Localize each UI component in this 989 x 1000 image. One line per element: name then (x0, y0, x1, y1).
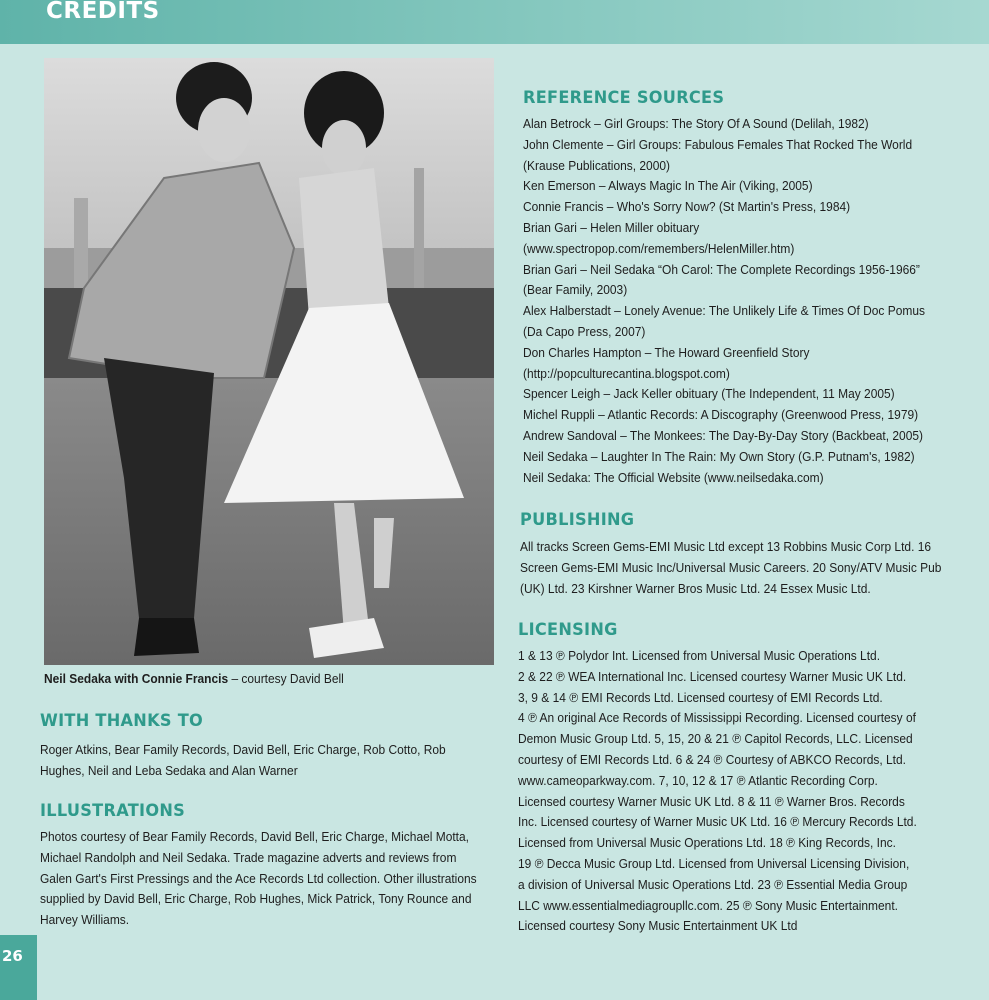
list-item: (Krause Publications, 2000) (523, 157, 671, 173)
photo-neil-sedaka-connie-francis (44, 58, 494, 665)
publishing-heading: PUBLISHING (520, 510, 635, 530)
list-item: Neil Sedaka – Laughter In The Rain: My Own Story (G.P. Putnam's, 1982) (523, 448, 915, 464)
list-item: Alan Betrock – Girl Groups: The Story Of A Sound (Delilah, 1982) (523, 116, 869, 131)
licensing-heading: LICENSING (518, 620, 618, 640)
licensing-line: Licensed courtesy Warner Music UK Ltd. 8 & 11 ℗ Warner Bros. Records (518, 793, 905, 809)
photo-caption (44, 671, 344, 687)
with-thanks-text: Roger Atkins, Bear Family Records, David Bell, Eric Charge, Rob Cotto, Rob Hughes, Neil and Leba Sedaka and Alan Warner (40, 742, 446, 778)
licensing-line: 1 & 13 ℗ Polydor Int. Licensed from Universal Music Operations Ltd. (518, 648, 881, 663)
list-item: (http://popculturecantina.blogspot.com) (523, 365, 730, 381)
with-thanks-heading: WITH THANKS TO (40, 711, 204, 731)
caption-name: Neil Sedaka with Connie Francis (44, 671, 229, 686)
reference-sources-heading: REFERENCE SOURCES (523, 88, 725, 108)
licensing-line: 19 ℗ Decca Music Group Ltd. Licensed from Universal Licensing Division, (518, 855, 910, 871)
list-item: (www.spectropop.com/remembers/HelenMiller.htm) (523, 240, 795, 256)
page-number-tab (0, 935, 37, 1000)
list-item: Don Charles Hampton – The Howard Greenfield Story (523, 344, 810, 360)
licensing-line: a division of Universal Music Operations Ltd. 23 ℗ Essential Media Group (518, 876, 908, 892)
licensing-line: Demon Music Group Ltd. 5, 15, 20 & 21 ℗ Capitol Records, LLC. Licensed (518, 731, 913, 747)
photo-illustration (44, 58, 494, 665)
page-number: 26 (2, 947, 23, 965)
licensing-line: 4 ℗ An original Ace Records of Mississippi Recording. Licensed courtesy of (518, 710, 916, 726)
licensing-line: courtesy of EMI Records Ltd. 6 & 24 ℗ Courtesy of ABKCO Records, Ltd. (518, 751, 906, 767)
licensing-text (518, 646, 950, 937)
licensing-line: LLC www.essentialmediagroupllc.com. 25 ℗ Sony Music Entertainment. (518, 897, 898, 913)
licensing-line: 2 & 22 ℗ WEA International Inc. Licensed courtesy Warner Music UK Ltd. (518, 668, 907, 684)
licensing-line: Licensed courtesy Sony Music Entertainment UK Ltd (518, 918, 798, 934)
licensing-line: 3, 9 & 14 ℗ EMI Records Ltd. Licensed courtesy of EMI Records Ltd. (518, 689, 883, 705)
page-title: CREDITS (46, 0, 160, 24)
licensing-line: www.cameoparkway.com. 7, 10, 12 & 17 ℗ Atlantic Recording Corp. (518, 772, 878, 788)
list-item: Ken Emerson – Always Magic In The Air (Viking, 2005) (523, 178, 813, 194)
publishing-text: All tracks Screen Gems-EMI Music Ltd except 13 Robbins Music Corp Ltd. 16 Screen Gems-EMI Music Inc/Universal Music Careers. 20 Sony/ATV Music Pub (UK) Ltd. 23 Kirshner Warner Bros Music Ltd. 24 Essex Music Ltd. (520, 539, 942, 596)
list-item: Connie Francis – Who's Sorry Now? (St Martin's Press, 1984) (523, 199, 851, 215)
list-item: Alex Halberstadt – Lonely Avenue: The Unlikely Life & Times Of Doc Pomus (523, 303, 925, 319)
illustrations-heading: ILLUSTRATIONS (40, 801, 186, 821)
caption-credit: – courtesy David Bell (228, 671, 344, 686)
list-item: Brian Gari – Neil Sedaka “Oh Carol: The Complete Recordings 1956-1966” (523, 261, 920, 277)
list-item: Brian Gari – Helen Miller obituary (523, 219, 700, 235)
list-item: Michel Ruppli – Atlantic Records: A Discography (Greenwood Press, 1979) (523, 407, 919, 423)
list-item: (Bear Family, 2003) (523, 282, 628, 298)
list-item: (Da Capo Press, 2007) (523, 323, 646, 339)
header-banner (0, 0, 989, 44)
illustrations-text: Photos courtesy of Bear Family Records, David Bell, Eric Charge, Michael Motta, Michael Randolph and Neil Sedaka. Trade magazine adverts and reviews from Galen Gart's First Pressings and the Ace Records Ltd collection. Other illustrations supplied by David Bell, Eric Charge, Rob Hughes, Mick Patrick, Tony Rounce and Harvey Williams. (40, 829, 477, 928)
list-item: John Clemente – Girl Groups: Fabulous Females That Rocked The World (523, 136, 913, 152)
list-item: Neil Sedaka: The Official Website (www.neilsedaka.com) (523, 469, 824, 485)
list-item: Andrew Sandoval – The Monkees: The Day-By-Day Story (Backbeat, 2005) (523, 427, 924, 443)
reference-sources-list (523, 114, 946, 488)
list-item: Spencer Leigh – Jack Keller obituary (The Independent, 11 May 2005) (523, 386, 895, 402)
licensing-line: Inc. Licensed courtesy of Warner Music UK Ltd. 16 ℗ Mercury Records Ltd. (518, 814, 917, 830)
licensing-line: Licensed from Universal Music Operations Ltd. 18 ℗ King Records, Inc. (518, 835, 896, 851)
